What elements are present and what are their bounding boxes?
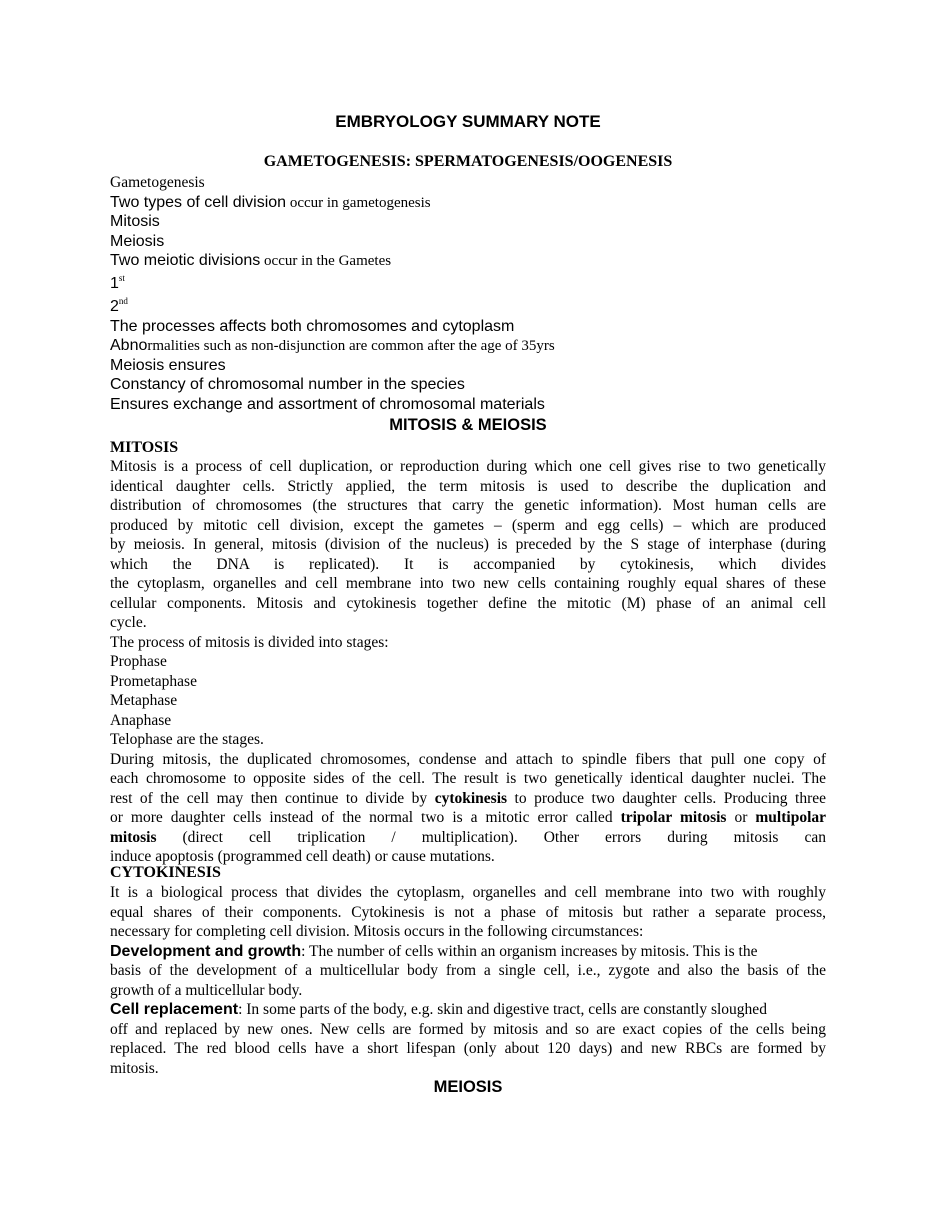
stage-item: Metaphase xyxy=(110,692,178,709)
paragraph-line: Mitosis is a process of cell duplication, or reproduction during which one cell gives rise to two genetically xyxy=(110,458,826,475)
paragraph-line: mitosis (direct cell triplication / multiplication). Other errors during mitosis can xyxy=(110,828,826,846)
intro-line: Ensures exchange and assortment of chromosomal materials xyxy=(110,395,545,413)
intro-list xyxy=(110,173,826,414)
mitosis-heading: MITOSIS xyxy=(110,439,179,456)
mitosis-meiosis-heading: MITOSIS & MEIOSIS xyxy=(389,416,547,434)
paragraph-line: cycle. xyxy=(110,614,147,631)
paragraph-line: Development and growth: The number of cells within an organism increases by mitosis. This is the xyxy=(110,942,758,960)
mitosis-paragraph xyxy=(110,457,826,867)
paragraph-line: During mitosis, the duplicated chromosomes, condense and attach to spindle fibers that pull one copy of xyxy=(110,750,826,768)
paragraph-line: or more daughter cells instead of the normal two is a mitotic error called tripolar mitosis or multipolar xyxy=(110,809,827,826)
stage-item: Telophase are the stages. xyxy=(110,731,264,748)
intro-line: Abnormalities such as non-disjunction are common after the age of 35yrs xyxy=(110,337,555,354)
paragraph-line: rest of the cell may then continue to divide by cytokinesis to produce two daughter cells. Producing three xyxy=(110,789,826,807)
paragraph-line: the cytoplasm, organelles and cell membrane into two new cells containing roughly equal shares of these xyxy=(110,575,826,592)
meiosis-heading: MEIOSIS xyxy=(433,1078,503,1096)
paragraph-line: distribution of chromosomes (the structures that carry the genetic information). Most human cells are xyxy=(110,497,826,514)
intro-line: 1st xyxy=(110,272,125,292)
paragraph-line: growth of a multicellular body. xyxy=(110,981,303,999)
cytokinesis-paragraph xyxy=(110,883,826,1078)
document-title: EMBRYOLOGY SUMMARY NOTE xyxy=(335,112,601,131)
paragraph-line: by meiosis. In general, mitosis (division of the nucleus) is preceded by the S stage of interphase (during xyxy=(110,536,826,553)
intro-line: Gametogenesis xyxy=(110,174,205,191)
paragraph-line: mitosis. xyxy=(110,1059,159,1077)
intro-line: Constancy of chromosomal number in the species xyxy=(110,376,465,393)
intro-line: Meiosis xyxy=(110,232,165,250)
cytokinesis-heading: CYTOKINESIS xyxy=(110,864,221,881)
intro-line: Two types of cell division occur in gametogenesis xyxy=(110,193,431,211)
stage-item: Prophase xyxy=(110,653,167,670)
stages-intro: The process of mitosis is divided into stages: xyxy=(110,633,389,651)
intro-line: Mitosis xyxy=(110,213,160,230)
paragraph-line: cellular components. Mitosis and cytokinesis together define the mitotic (M) phase of an animal cell xyxy=(110,594,826,612)
paragraph-line: basis of the development of a multicellular body from a single cell, i.e., zygote and also the basis of the xyxy=(110,962,826,979)
section-subtitle: GAMETOGENESIS: SPERMATOGENESIS/OOGENESIS xyxy=(263,153,673,170)
paragraph-line: each chromosome to opposite sides of the cell. The result is two genetically identical daughter nuclei. The xyxy=(110,770,826,787)
intro-line: Two meiotic divisions occur in the Gametes xyxy=(110,252,392,269)
paragraph-line: necessary for completing cell division. Mitosis occurs in the following circumstances: xyxy=(110,923,644,940)
paragraph-line: off and replaced by new ones. New cells are formed by mitosis and so are exact copies of the cells being xyxy=(110,1020,826,1038)
paragraph-line: Cell replacement: In some parts of the body, e.g. skin and digestive tract, cells are constantly sloughed xyxy=(110,1001,767,1018)
paragraph-line: It is a biological process that divides the cytoplasm, organelles and cell membrane into two with roughly xyxy=(110,884,826,901)
intro-line: The processes affects both chromosomes and cytoplasm xyxy=(110,317,515,335)
stage-item: Prometaphase xyxy=(110,672,197,690)
stage-item: Anaphase xyxy=(110,711,172,729)
paragraph-line: replaced. The red blood cells have a short lifespan (only about 120 days) and new RBCs are formed by xyxy=(110,1040,826,1057)
paragraph-line: produced by mitotic cell division, except the gametes – (sperm and egg cells) – which are produced xyxy=(110,516,826,534)
paragraph-line: induce apoptosis (programmed cell death) or cause mutations. xyxy=(110,848,495,865)
paragraph-line: which the DNA is replicated). It is accompanied by cytokinesis, which divides xyxy=(110,555,826,573)
intro-line: Meiosis ensures xyxy=(110,356,226,374)
paragraph-line: equal shares of their components. Cytokinesis is not a phase of mitosis but rather a separate process, xyxy=(110,903,826,921)
paragraph-line: identical daughter cells. Strictly applied, the term mitosis is used to describe the duplication and xyxy=(110,477,826,495)
intro-line: 2nd xyxy=(110,295,128,315)
